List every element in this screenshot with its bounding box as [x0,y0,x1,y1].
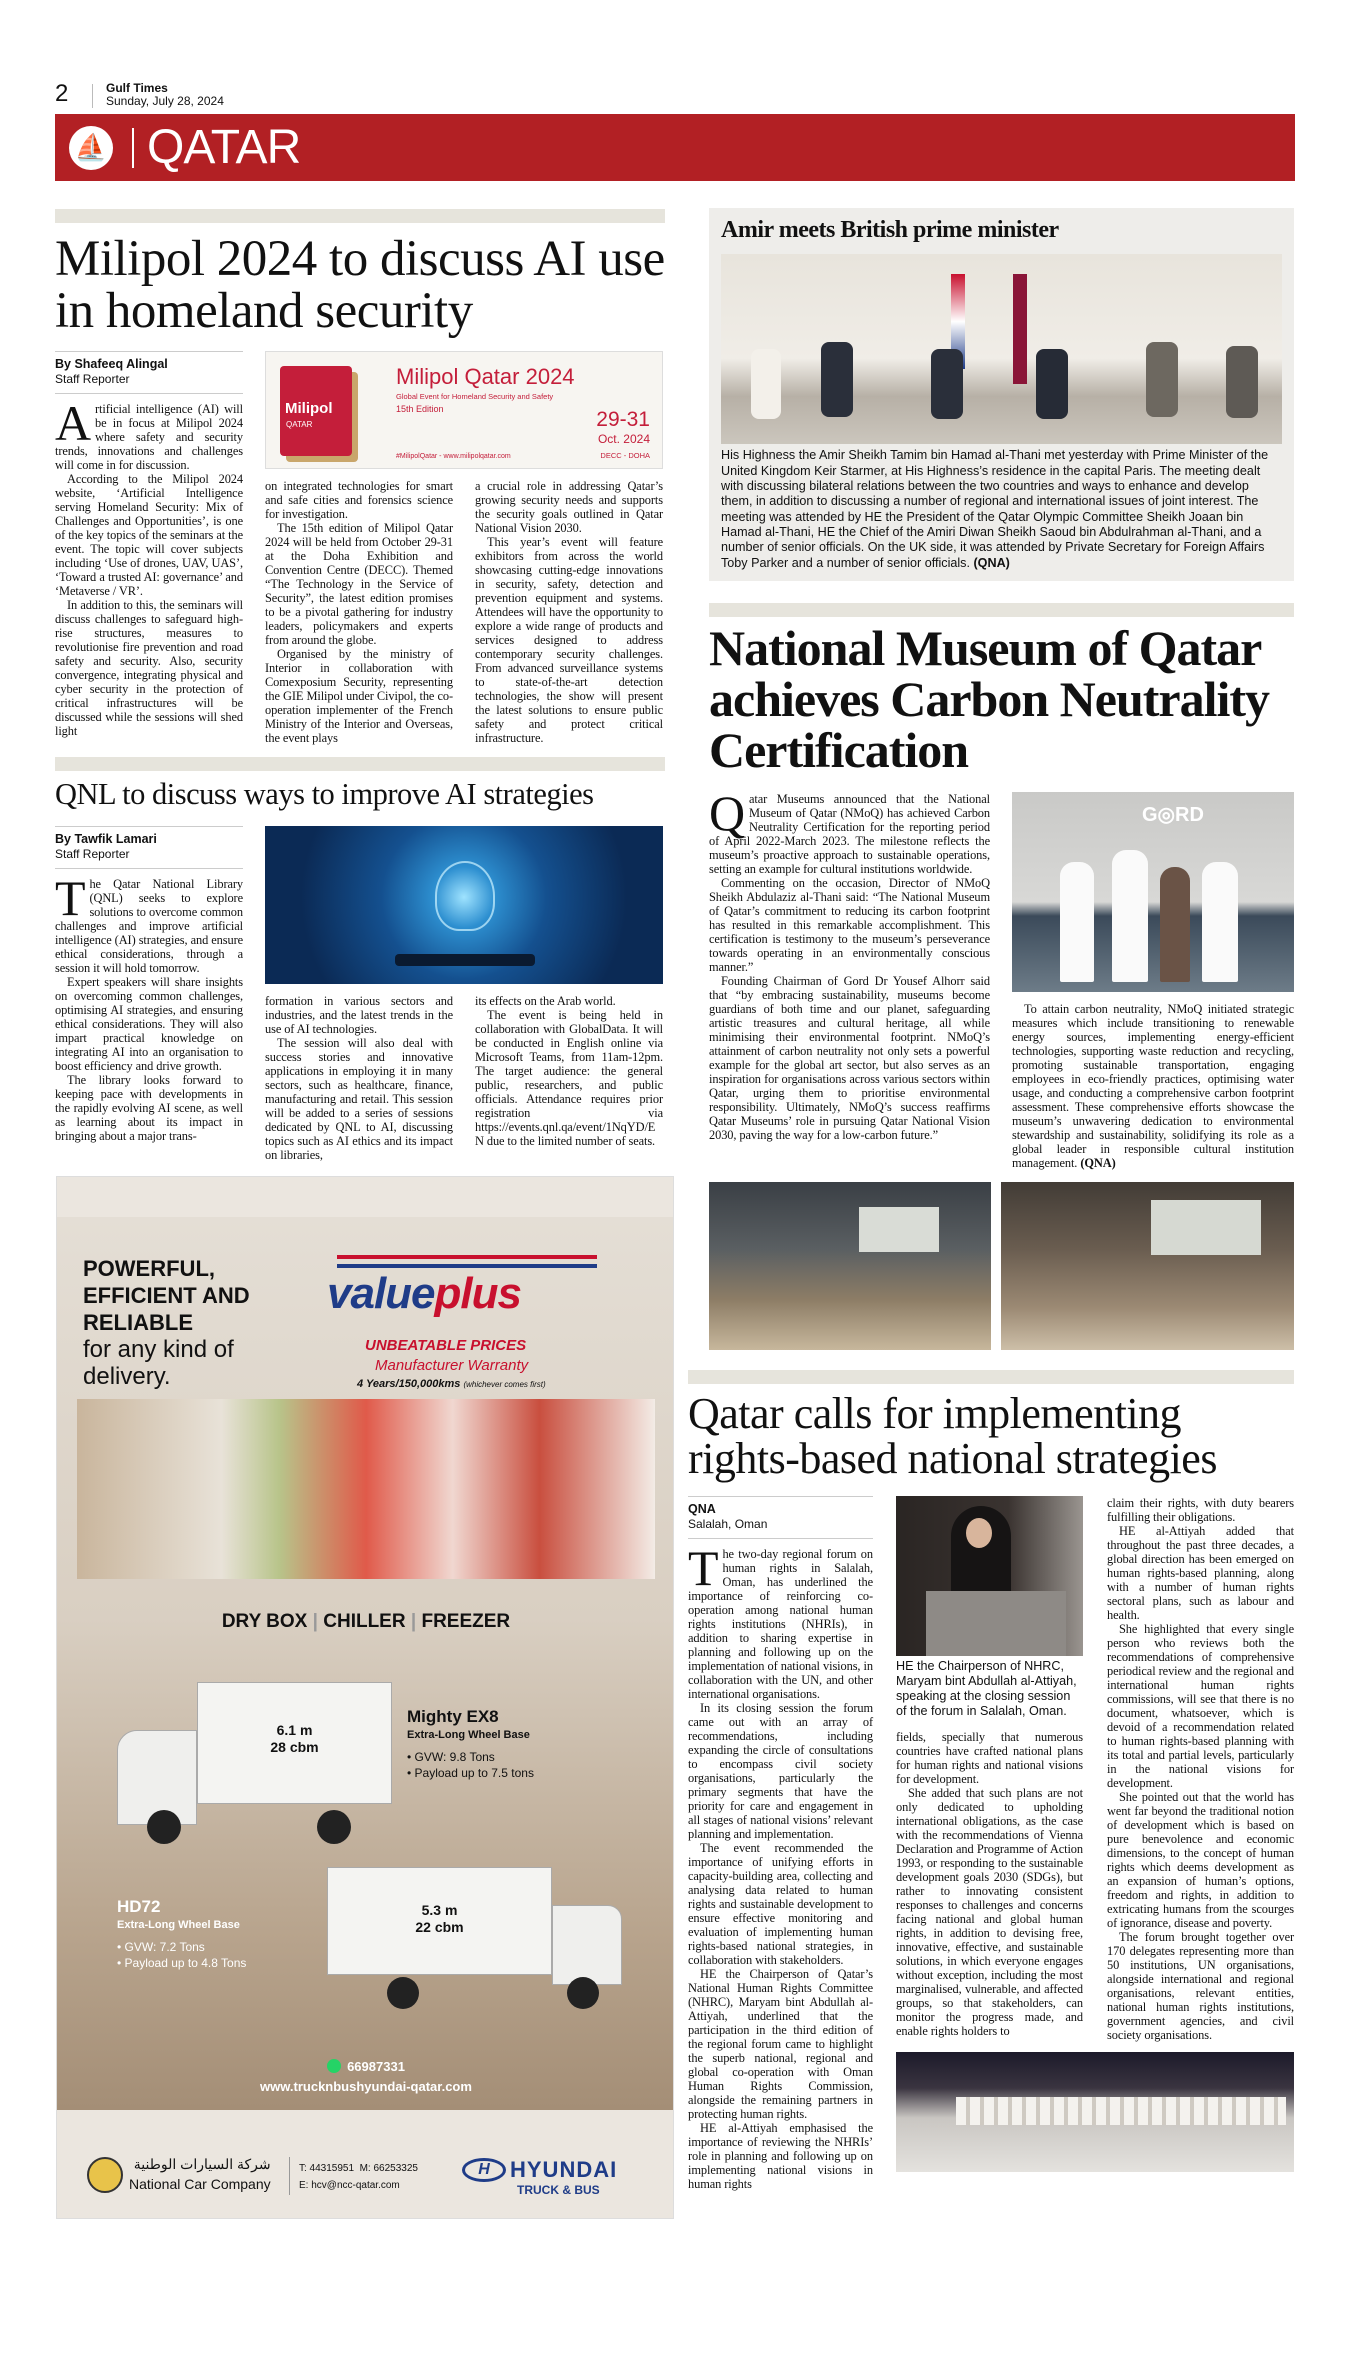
milipol-event-banner [265,351,663,469]
milipol-col-3 [475,479,663,745]
milipol-logo: Milipol QATAR [280,366,352,456]
paragraph: This year’s event will feature exhibitors from across the world showcasing cutting-edge innovations in security, safety, detection and prevention equipment and systems. Attendees will have the opportunity to explore a wide range of products and services designed to address contemporary security challenges. From advanced surveillance systems to state-of-the-art detection technologies, the show will present the latest solutions to ensure public safety and protect critical infrastructure. [475,535,663,746]
truck-length: 6.1 m [276,1722,313,1739]
nhrc-photo-caption: HE the Chairperson of NHRC, Maryam bint Abdullah al-Attiyah, speaking at the closing session of the forum in Salalah, Oman. [896,1658,1077,1719]
rights-col-1 [688,1539,873,2191]
section-title: QATAR [147,121,301,174]
company-name-arabic: شركة السيارات الوطنية [133,2156,271,2173]
paragraph: The event recommended the importance of unifying efforts in capacity-building area, collecting and analysing data related to human rights and sustainable development to ensure effective monitoring and evaluation of implementing human rights-based national strategies, in collaboration with stakeholders. [688,1840,873,1967]
qnl-headline: QNL to discuss ways to improve AI strategies [55,777,594,812]
paragraph: rtificial intelligence (AI) will be in focus at Milipol 2024 where safety and security trends, innovations and challenges will come in for discussion. [55,402,243,473]
nhrc-chairperson-photo [896,1496,1083,1656]
whatsapp-number[interactable]: 66987331 [347,2059,405,2075]
banner-dates: 29-31 [596,408,650,432]
company-email[interactable]: E: hcv@ncc-qatar.com [299,2180,400,2192]
warranty-terms: 4 Years/150,000kms [357,1378,461,1391]
left-column [55,209,665,2219]
banner-website: #MilipolQatar - www.milipolqatar.com [396,453,511,461]
milipol-col-2 [265,479,453,745]
milipol-byline [55,351,243,394]
paper-name: Gulf Times [106,81,168,95]
truck-volume: 22 cbm [415,1919,464,1936]
museum-col-2 [1012,1002,1294,1170]
paragraph: Commenting on the occasion, Director of NMoQ Sheikh Abdulaziz al-Thani said: “The National Museum of Qatar’s commitment to reducing its carbon footprint has resulted in this remarkable accomplishment. This certification is testimony to the museum’s perseverance towards operating in an environmentally conscious manner.” [709,875,990,974]
food-products-image [77,1399,655,1579]
mighty-ex8-specs: Mighty EX8 Extra-Long Wheel Base • GVW: 9.8 Tons • Payload up to 7.5 tons [407,1707,534,1781]
whatsapp-icon [327,2059,341,2073]
ad-website-link[interactable]: www.trucknbushyundai-qatar.com [260,2079,472,2095]
ad-warranty: Manufacturer Warranty [375,1357,529,1375]
banner-edition: 15th Edition [396,404,444,415]
amir-caption: His Highness the Amir Sheikh Tamim bin Hamad al-Thani met yesterday with Prime Minister of the United Kingdom Keir Starmer, at His Highness’s residence in the capital Paris. The meeting dealt with discussing bilateral relations between the two countries and ways to enhance and develop them, in addition to discussing a number of regional and international issues of joint interest. The meeting was attended by HE the President of the Qatar Olympic Committee Sheikh Joaan bin Hamad al-Thani, HE the Chief of the Amiri Diwan Sheikh Saoud bin Abdulrahman al-Thani, and a number of senior officials. On the UK side, it was attended by Private Secretary for Foreign Affairs Toby Parker and a number of senior officials. (QNA) [721,448,1269,570]
amir-headline: Amir meets British prime minister [721,217,1059,243]
paragraph: its effects on the Arab world. [475,994,616,1009]
author-role: Staff Reporter [55,372,130,387]
truck-volume: 28 cbm [270,1739,319,1756]
ncc-seal-icon [87,2157,123,2193]
drop-cap: A [55,395,92,452]
warranty-note: (whichever comes first) [463,1380,546,1390]
author: By Tawfik Lamari [55,832,157,847]
mighty-ex8-truck-image [117,1682,393,1852]
paragraph: he Qatar National Library (QNL) seeks to explore solutions to overcome common challenges and improve artificial intelligence (AI) strategies, and ensure ethical considerations, through a session it will hold tomorrow. [55,877,243,976]
qnl-col-3 [475,994,663,1148]
ad-tagline: POWERFUL, EFFICIENT AND RELIABLE for any kind of delivery. [83,1256,250,1391]
company-phones: T: 44315951 M: 66253325 [299,2163,418,2175]
drop-cap: Q [709,784,746,841]
forum-audience-photo [896,2052,1294,2172]
paragraph: Organised by the ministry of Interior in collaboration with Comexposium Security, representing the GIE Milipol under Civipol, the co-operation implementer of the French Ministry of the Interior and Overseas, the event plays [265,647,453,746]
paragraph: The 15th edition of Milipol Qatar 2024 will be held from October 29-31 at the Doha Exhibition and Convention Centre (DECC). Themed “The Technology in the Service of Security”, the latest edition promises to be a pivotal gathering for industry leaders, policymakers and experts from around the globe. [265,521,453,648]
amir-meeting-photo [721,254,1282,444]
issue-date: Sunday, July 28, 2024 [106,94,224,108]
section-banner [55,114,1295,181]
amir-feature-box [709,208,1294,581]
paragraph: HE al-Attiyah emphasised the importance of reviewing the NHRIs’ role in planning and following up on implementing national visions in human rights [688,2120,873,2191]
paragraph: atar Museums announced that the National Museum of Qatar (NMoQ) has achieved Carbon Neutrality Certification for the reporting period of April 2022-March 2023. The milestone reflects the museum’s proactive approach to sustainable operations, setting an example for cultural institutions worldwide. [709,791,990,876]
section-rule [688,1370,1294,1384]
paragraph: fields, specially that numerous countries have crafted national plans for human rights and national visions for development. [896,1729,1083,1786]
rights-byline [688,1496,873,1539]
rights-col-2 [896,1730,1083,2038]
paragraph: Expert speakers will share insights on overcoming common challenges, optimising AI strategies, and ensuring ethical considerations. They will also impart practical knowledge on integrating AI into an organisation to boost efficiency and drive growth. [55,975,243,1074]
museum-col-1 [709,784,990,1142]
ad-box-types: DRY BOX | CHILLER | FREEZER [221,1611,511,1633]
credit: (QNA) [973,555,1010,570]
drop-cap: T [688,1539,719,1596]
paragraph: The session will also deal with success stories and innovative applications in employing it in many sectors, such as healthcare, finance, manufacturing and retail. This session will be added to a series of sessions dedicated by QNL to AI, discussing topics such as AI ethics and its impact on libraries, [265,1036,453,1163]
paragraph: The library looks forward to keeping pace with developments in the rapidly evolving AI scene, as well as learning about its impact in bringing about a major trans- [55,1073,243,1144]
qnl-col-2 [265,994,453,1162]
paragraph: To attain carbon neutrality, NMoQ initiated strategic measures which include transitioning to renewable energy sources, implementing energy-efficient technologies, supporting waste reduction and recycling, promoting sustainable transportation, engaging employees in eco-friendly practices, optimising water usage, and conducting a comprehensive carbon footprint assessment. These comprehensive efforts showcase the museum’s unwavering dedication to environmental stewardship and sustainability, solidifying its role as a global leader in responsible cultural institution management. [1012,1001,1294,1170]
right-column [688,208,1294,2191]
banner-venue: DECC - DOHA [600,451,650,461]
paragraph: According to the Milipol 2024 website, ‘Artificial Intelligence serving Homeland Security: Mix of Challenges and Opportunities’, is one of the key topics of the seminars at the event. The topic will cover subjects including ‘Use of drones, UAV, UAS’, ‘Toward a trusted AI: governance’ and ‘Metaverse / VR’. [55,472,243,599]
paragraph: Founding Chairman of Gord Dr Yousef Alhorr said that “by embracing sustainability, museums become guardians of both time and our planet, safeguarding artistic treasures and cultural heritage, all while minimising their environmental footprint. NMoQ’s attainment of carbon neutrality not only sets a powerful example for the global art sector, but also serves as an inspiration for organisations across various sectors within Qatar, urging them to prioritise environmental responsibility. Ultimately, NMoQ’s success reaffirms Qatar Museums’ role in pursuing Qatar National Vision 2030, paving the way for a low-carbon future.” [709,973,990,1142]
paragraph: The event is being held in collaboration with GlobalData. It will be conducted in English online via Microsoft Teams, from 11am-12pm. The target audience: the general public, researchers, and public officials. Attendance requires prior registration via https://events.qnl.qa/event/1NqYD/EN due to the limited number of seats. [475,1008,663,1149]
paragraph: She highlighted that every single person who reviews both the recommendations of comprehensive periodical review and the regional and international human rights commissions, will see that there is no document, whatsoever, which is devoid of a recommendation related to human rights-based planning with its total and partial levels, particularly in the national visions for development. [1107,1621,1294,1790]
milipol-headline: Milipol 2024 to discuss AI use in homeland security [55,231,665,340]
banner-month: Oct. 2024 [597,432,650,447]
ai-hologram-photo [265,826,663,984]
hd72-truck-image [327,1867,637,2017]
paragraph: The forum brought together over 170 delegates representing more than 50 institutions, UN organisations, alongside international and regional organisations, relevant entities, national human rights institutions, government agencies, and civil society organisations. [1107,1929,1294,2042]
qnl-byline [55,826,243,869]
rights-headline: Qatar calls for implementing rights-based national strategies [688,1388,1217,1483]
author: QNA [688,1501,716,1516]
hyundai-logo: H HYUNDAI TRUCK & BUS [462,2157,617,2197]
hyundai-advertisement[interactable] [56,1176,674,2219]
paragraph: HE al-Attiyah added that throughout the past three decades, a global direction has been emerged on human rights-based planning, along with a number of human rights sectoral plans, such as labour and health. [1107,1523,1294,1622]
dhow-logo-icon: ⛵ [69,126,113,170]
auditorium-photo-2 [1001,1182,1294,1350]
truck-length: 5.3 m [421,1902,458,1919]
section-rule [55,209,665,223]
ad-contact [57,2057,674,2097]
paragraph: a crucial role in addressing Qatar’s growing security needs and supports the security goals outlined in Qatar National Vision 2030. [475,479,663,536]
milipol-col-1 [55,395,243,739]
auditorium-photo-1 [709,1182,991,1350]
ad-prices: UNBEATABLE PRICES [365,1337,527,1355]
paragraph: HE the Chairperson of Qatar’s National Human Rights Committee (NHRC), Maryam bint Abdullah al-Attiyah, underlined that the participation in the third edition of the regional forum came to highlight the superb national, regional and global co-operation with Oman Human Rights Commission, alongside the remaining partners in protecting human rights. [688,1966,873,2121]
drop-cap: T [55,870,86,927]
paragraph: he two-day regional forum on human rights in Salalah, Oman, has underlined the importance of reinforcing co-operation among national human rights institutions (NHRIs), in addition to sharing expertise in planning and following up on the implementation of national visions, in collaboration with the UN, and other international organisations. [688,1546,873,1701]
author-role: Staff Reporter [55,847,130,862]
valueplus-logo: valueplus [307,1255,617,1335]
author: By Shafeeq Alingal [55,357,168,372]
paragraph: on integrated technologies for smart and safe cities and forensics science for investigation. [265,479,453,522]
paragraph: In its closing session the forum came out with an array of recommendations, including expanding the circle of consultations to encompass civil society organisations, particularly the primary segments that have the priority for care and engagement in all stages of national visions’ relevant planning and implementation. [688,1700,873,1841]
paragraph: claim their rights, with duty bearers fulfilling their obligations. [1107,1495,1294,1524]
divider [92,84,93,108]
paragraph: She pointed out that the world has went far beyond the traditional notion of development which is based on pure benevolence and economic dimensions, to the concept of human rights which deems development as an expansion of human’s options, freedom and rights, in addition to extricating humans from the scourges of ignorance, disease and poverty. [1107,1789,1294,1930]
paragraph: formation in various sectors and industries, and the latest trends in the use of AI technologies. [265,994,453,1037]
section-rule [709,603,1294,617]
banner-title: Milipol Qatar 2024 [396,364,575,390]
rights-col-3 [1107,1496,1294,2042]
paragraph: She added that such plans are not only dedicated to upholding international obligations, as the case with the recommendations of Vienna Declaration and Programme of Action 1993, or responding to the sustainable development goals 2030 (SDGs), but rather to innovating consistent responses to challenges and concerns facing national and global human rights, in addition to devising free, innovative, effective, and sustainable solutions, in which everyone engages without exception, including the most marginalised, vulnerable, and affected groups, so that stakeholders, can monitor the progress made, and enable rights holders to [896,1785,1083,2038]
hd72-specs: HD72 Extra-Long Wheel Base • GVW: 7.2 Tons • Payload up to 4.8 Tons [117,1897,247,1971]
author-location: Salalah, Oman [688,1516,768,1531]
company-name: National Car Company [129,2176,271,2193]
qnl-col-1 [55,870,243,1144]
certificate-ceremony-photo [1012,792,1294,992]
section-rule [55,757,665,771]
paragraph: In addition to this, the seminars will discuss challenges to safeguard high-rise structures, measures to revolutionise fire prevention and road safety and security. Also, security convergence, integrating physical and cyber security in the protection of critical infrastructures will be discussed while the sessions will shed light [55,598,243,739]
hyundai-h-icon: H [462,2158,506,2182]
banner-subtitle: Global Event for Homeland Security and Safety [396,392,554,402]
museum-headline: National Museum of Qatar achieves Carbon Neutrality Certification [709,619,1270,778]
credit: (QNA) [1080,1155,1116,1170]
gord-logo: G◎RD [1142,803,1204,826]
page-number: 2 [55,80,69,107]
